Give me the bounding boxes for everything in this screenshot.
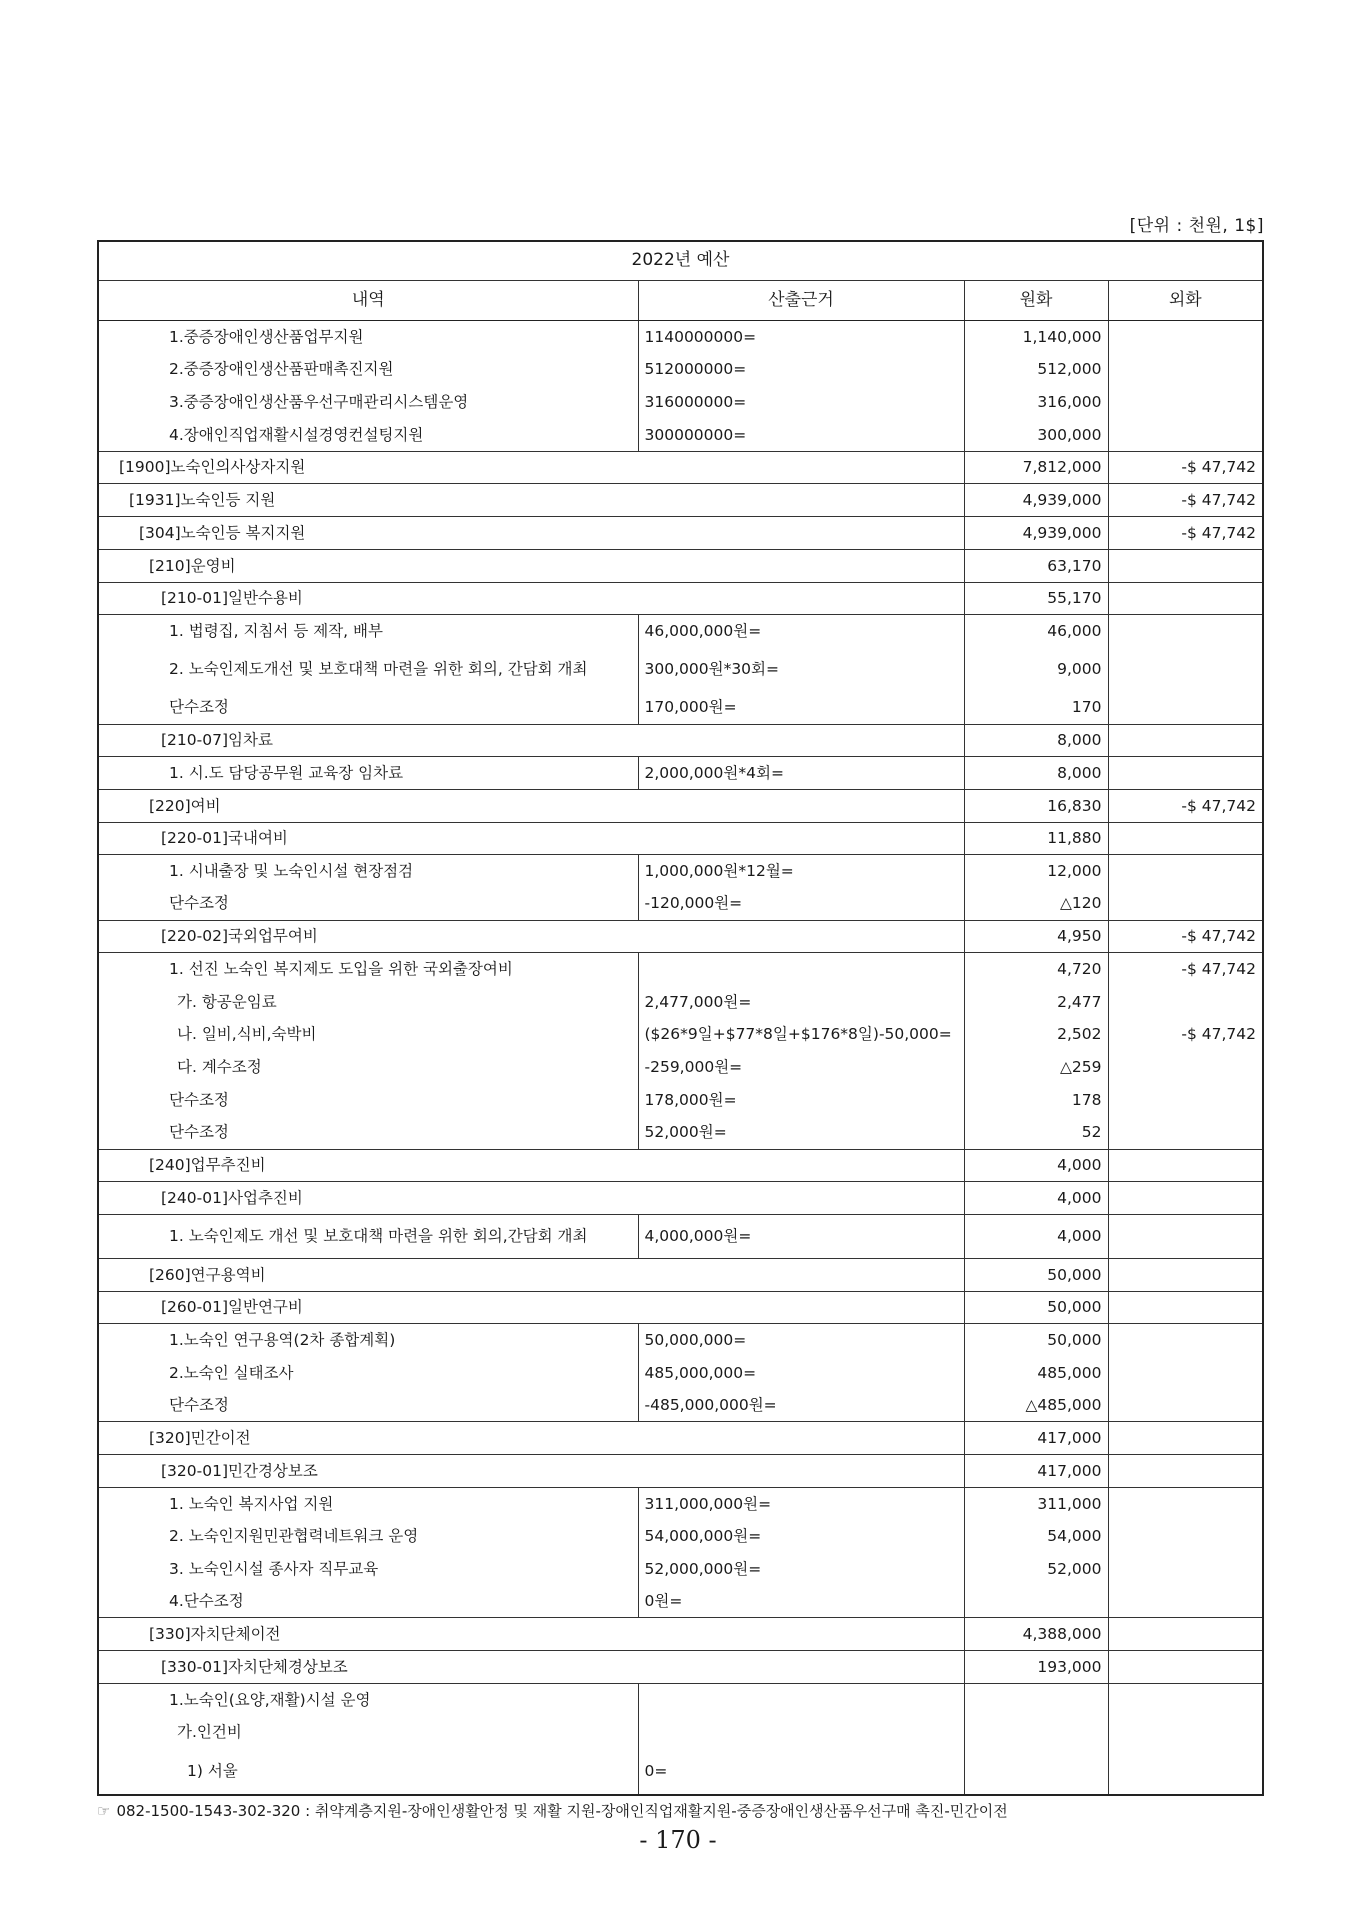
row-krw: 178: [964, 1084, 1108, 1117]
row-basis: 52,000원=: [638, 1116, 964, 1149]
table-row: [98, 386, 1263, 419]
column-header-desc: 내역: [98, 281, 638, 321]
row-krw: 63,170: [964, 549, 1108, 582]
row-basis: 52,000,000원=: [638, 1553, 964, 1586]
column-header-fx: 외화: [1108, 281, 1263, 321]
row-desc: 단수조정: [98, 1084, 638, 1117]
row-fx: [1108, 757, 1263, 790]
row-desc: 2.노숙인 실태조사: [98, 1356, 638, 1389]
row-fx: [1108, 1389, 1263, 1422]
table-row: [98, 615, 1263, 648]
table-row: [98, 1084, 1263, 1117]
row-fx: [1108, 1258, 1263, 1291]
row-desc: [240]업무추진비: [98, 1149, 964, 1182]
row-fx: [1108, 1084, 1263, 1117]
budget-table: [97, 240, 1264, 1796]
pointing-hand-icon: ☞: [97, 1802, 111, 1820]
row-fx: -$ 47,742: [1108, 517, 1263, 550]
row-krw: 4,000: [964, 1182, 1108, 1215]
row-fx: [1108, 615, 1263, 648]
row-desc: 3. 노숙인시설 종사자 직무교육: [98, 1553, 638, 1586]
row-desc: 4.단수조정: [98, 1585, 638, 1618]
table-row: [98, 789, 1263, 822]
row-basis: [638, 953, 964, 986]
row-fx: [1108, 1182, 1263, 1215]
table-row: [98, 1291, 1263, 1324]
row-basis: 170,000원=: [638, 691, 964, 724]
row-krw: 417,000: [964, 1455, 1108, 1488]
row-krw: 485,000: [964, 1356, 1108, 1389]
row-basis: -485,000,000원=: [638, 1389, 964, 1422]
row-fx: -$ 47,742: [1108, 789, 1263, 822]
row-basis: 2,477,000원=: [638, 986, 964, 1019]
row-desc: 1. 노숙인 복지사업 지원: [98, 1487, 638, 1520]
row-basis: 311,000,000원=: [638, 1487, 964, 1520]
row-fx: [1108, 1553, 1263, 1586]
table-row: [98, 1455, 1263, 1488]
table-row: [98, 1051, 1263, 1084]
row-fx: -$ 47,742: [1108, 953, 1263, 986]
row-fx: [1108, 582, 1263, 615]
row-desc: [1931]노숙인등 지원: [98, 484, 964, 517]
table-row: [98, 647, 1263, 691]
row-krw: [964, 1683, 1108, 1716]
row-fx: [1108, 986, 1263, 1019]
row-fx: [1108, 1585, 1263, 1618]
row-desc: [240-01]사업추진비: [98, 1182, 964, 1215]
table-row: [98, 953, 1263, 986]
row-desc: [260]연구용역비: [98, 1258, 964, 1291]
row-desc: 2. 노숙인지원민관협력네트워크 운영: [98, 1520, 638, 1553]
row-desc: 단수조정: [98, 1116, 638, 1149]
row-krw: 193,000: [964, 1651, 1108, 1684]
row-basis: 54,000,000원=: [638, 1520, 964, 1553]
row-basis: ($26*9일+$77*8일+$176*8일)-50,000=: [638, 1018, 964, 1051]
row-fx: [1108, 1651, 1263, 1684]
row-krw: 52,000: [964, 1553, 1108, 1586]
table-row: [98, 1149, 1263, 1182]
row-krw: 4,388,000: [964, 1618, 1108, 1651]
row-desc: [320-01]민간경상보조: [98, 1455, 964, 1488]
column-header-basis: 산출근거: [638, 281, 964, 321]
table-row: [98, 1018, 1263, 1051]
row-krw: 4,950: [964, 920, 1108, 953]
row-desc: [330-01]자치단체경상보조: [98, 1651, 964, 1684]
row-desc: 2. 노숙인제도개선 및 보호대책 마련을 위한 회의, 간담회 개최: [98, 647, 638, 691]
row-basis: 0원=: [638, 1585, 964, 1618]
row-desc: 3.중증장애인생산품우선구매관리시스템운영: [98, 386, 638, 419]
table-row: [98, 1683, 1263, 1716]
row-krw: 50,000: [964, 1291, 1108, 1324]
table-row: [98, 1487, 1263, 1520]
row-krw: 9,000: [964, 647, 1108, 691]
row-basis: 512000000=: [638, 353, 964, 386]
row-krw: 311,000: [964, 1487, 1108, 1520]
row-desc: [220-01]국내여비: [98, 822, 964, 855]
page-number: - 170 -: [639, 1826, 717, 1854]
table-row: [98, 691, 1263, 724]
table-row: [98, 1389, 1263, 1422]
table-row: [98, 1716, 1263, 1749]
row-krw: 4,939,000: [964, 484, 1108, 517]
table-row: [98, 1116, 1263, 1149]
row-basis: 485,000,000=: [638, 1356, 964, 1389]
row-desc: 1. 시내출장 및 노숙인시설 현장점검: [98, 855, 638, 888]
row-krw: 54,000: [964, 1520, 1108, 1553]
row-fx: [1108, 1149, 1263, 1182]
row-basis: [638, 1683, 964, 1716]
column-header-krw: 원화: [964, 281, 1108, 321]
row-fx: [1108, 1716, 1263, 1749]
row-krw: 16,830: [964, 789, 1108, 822]
row-krw: 55,170: [964, 582, 1108, 615]
unit-note: [단위 : 천원, 1$]: [1129, 216, 1264, 236]
row-desc: [210-01]일반수용비: [98, 582, 964, 615]
row-krw: △485,000: [964, 1389, 1108, 1422]
row-desc: 단수조정: [98, 888, 638, 921]
row-basis: 0=: [638, 1749, 964, 1795]
table-row: [98, 724, 1263, 757]
row-desc: 4.장애인직업재활시설경영컨설팅지원: [98, 419, 638, 452]
row-desc: [1900]노숙인의사상자지원: [98, 451, 964, 484]
row-fx: -$ 47,742: [1108, 1018, 1263, 1051]
row-krw: 4,000: [964, 1214, 1108, 1258]
row-fx: [1108, 1291, 1263, 1324]
table-row: [98, 484, 1263, 517]
row-krw: △120: [964, 888, 1108, 921]
table-row: [98, 1585, 1263, 1618]
table-row: [98, 1422, 1263, 1455]
table-row: [98, 1553, 1263, 1586]
row-fx: [1108, 822, 1263, 855]
row-desc: [330]자치단체이전: [98, 1618, 964, 1651]
footnote-text: 082-1500-1543-302-320 : 취약계층지원-장애인생활안정 및 재활 지원-장애인직업재활지원-중증장애인생산품우선구매 촉진-민간이전: [116, 1802, 1008, 1820]
row-krw: 52: [964, 1116, 1108, 1149]
row-basis: 316000000=: [638, 386, 964, 419]
row-fx: [1108, 1324, 1263, 1357]
row-basis: 50,000,000=: [638, 1324, 964, 1357]
table-row: [98, 1749, 1263, 1795]
row-krw: 417,000: [964, 1422, 1108, 1455]
row-desc: [304]노숙인등 복지지원: [98, 517, 964, 550]
table-title: 2022년 예산: [98, 241, 1263, 281]
row-basis: 1140000000=: [638, 321, 964, 354]
table-row: [98, 353, 1263, 386]
row-fx: [1108, 1520, 1263, 1553]
table-row: [98, 986, 1263, 1019]
row-fx: [1108, 1487, 1263, 1520]
row-fx: [1108, 724, 1263, 757]
table-row: [98, 888, 1263, 921]
row-fx: [1108, 1214, 1263, 1258]
row-krw: 8,000: [964, 724, 1108, 757]
table-row: [98, 582, 1263, 615]
row-fx: [1108, 386, 1263, 419]
table-row: [98, 1214, 1263, 1258]
row-desc: 다. 계수조정: [98, 1051, 638, 1084]
table-row: [98, 1618, 1263, 1651]
row-fx: [1108, 1749, 1263, 1795]
row-basis: -120,000원=: [638, 888, 964, 921]
row-fx: [1108, 888, 1263, 921]
row-desc: 1. 노숙인제도 개선 및 보호대책 마련을 위한 회의,간담회 개최: [98, 1214, 638, 1258]
row-fx: [1108, 1356, 1263, 1389]
row-desc: [210-07]임차료: [98, 724, 964, 757]
row-krw: [964, 1749, 1108, 1795]
table-row: [98, 1356, 1263, 1389]
table-row: [98, 1520, 1263, 1553]
footnote: [97, 1800, 1008, 1821]
row-krw: 2,502: [964, 1018, 1108, 1051]
row-fx: [1108, 353, 1263, 386]
row-basis: 300000000=: [638, 419, 964, 452]
table-row: [98, 321, 1263, 354]
row-fx: [1108, 419, 1263, 452]
table-row: [98, 549, 1263, 582]
row-fx: [1108, 549, 1263, 582]
row-basis: 178,000원=: [638, 1084, 964, 1117]
row-desc: 가.인건비: [98, 1716, 638, 1749]
row-krw: 2,477: [964, 986, 1108, 1019]
row-krw: 4,939,000: [964, 517, 1108, 550]
row-desc: 1.노숙인 연구용역(2차 종합계획): [98, 1324, 638, 1357]
row-desc: 2.중증장애인생산품판매촉진지원: [98, 353, 638, 386]
row-krw: 11,880: [964, 822, 1108, 855]
row-krw: 512,000: [964, 353, 1108, 386]
row-krw: △259: [964, 1051, 1108, 1084]
table-row: [98, 1182, 1263, 1215]
row-krw: 50,000: [964, 1258, 1108, 1291]
row-krw: 4,000: [964, 1149, 1108, 1182]
row-desc: 1. 법령집, 지침서 등 제작, 배부: [98, 615, 638, 648]
row-fx: [1108, 1618, 1263, 1651]
row-desc: 단수조정: [98, 691, 638, 724]
table-body: [98, 321, 1263, 1795]
row-basis: 300,000원*30회=: [638, 647, 964, 691]
row-fx: [1108, 691, 1263, 724]
row-basis: -259,000원=: [638, 1051, 964, 1084]
row-fx: -$ 47,742: [1108, 451, 1263, 484]
table-row: [98, 451, 1263, 484]
row-krw: 316,000: [964, 386, 1108, 419]
table-row: [98, 1324, 1263, 1357]
row-basis: 2,000,000원*4회=: [638, 757, 964, 790]
row-basis: [638, 1716, 964, 1749]
table-row: [98, 1651, 1263, 1684]
row-desc: 1) 서울: [98, 1749, 638, 1795]
row-krw: 170: [964, 691, 1108, 724]
table-row: [98, 517, 1263, 550]
table-row: [98, 757, 1263, 790]
row-desc: 1.노숙인(요양,재활)시설 운영: [98, 1683, 638, 1716]
row-desc: 가. 항공운임료: [98, 986, 638, 1019]
row-krw: 50,000: [964, 1324, 1108, 1357]
row-desc: 단수조정: [98, 1389, 638, 1422]
row-desc: [220]여비: [98, 789, 964, 822]
row-fx: [1108, 647, 1263, 691]
row-desc: 나. 일비,식비,숙박비: [98, 1018, 638, 1051]
row-fx: [1108, 1116, 1263, 1149]
row-krw: 12,000: [964, 855, 1108, 888]
row-fx: [1108, 855, 1263, 888]
row-desc: 1. 선진 노숙인 복지제도 도입을 위한 국외출장여비: [98, 953, 638, 986]
row-krw: 4,720: [964, 953, 1108, 986]
row-desc: [260-01]일반연구비: [98, 1291, 964, 1324]
row-fx: -$ 47,742: [1108, 484, 1263, 517]
row-fx: -$ 47,742: [1108, 920, 1263, 953]
row-desc: 1.중증장애인생산품업무지원: [98, 321, 638, 354]
row-fx: [1108, 1683, 1263, 1716]
row-desc: [210]운영비: [98, 549, 964, 582]
row-desc: 1. 시.도 담당공무원 교육장 임차료: [98, 757, 638, 790]
row-desc: [320]민간이전: [98, 1422, 964, 1455]
row-fx: [1108, 1455, 1263, 1488]
row-fx: [1108, 321, 1263, 354]
row-krw: 300,000: [964, 419, 1108, 452]
row-basis: 4,000,000원=: [638, 1214, 964, 1258]
row-krw: 8,000: [964, 757, 1108, 790]
row-krw: 46,000: [964, 615, 1108, 648]
row-fx: [1108, 1422, 1263, 1455]
table-row: [98, 822, 1263, 855]
row-krw: [964, 1585, 1108, 1618]
row-krw: 1,140,000: [964, 321, 1108, 354]
row-fx: [1108, 1051, 1263, 1084]
table-row: [98, 419, 1263, 452]
row-basis: 1,000,000원*12월=: [638, 855, 964, 888]
table-row: [98, 920, 1263, 953]
row-krw: [964, 1716, 1108, 1749]
row-krw: 7,812,000: [964, 451, 1108, 484]
table-row: [98, 855, 1263, 888]
table-row: [98, 1258, 1263, 1291]
row-desc: [220-02]국외업무여비: [98, 920, 964, 953]
row-basis: 46,000,000원=: [638, 615, 964, 648]
